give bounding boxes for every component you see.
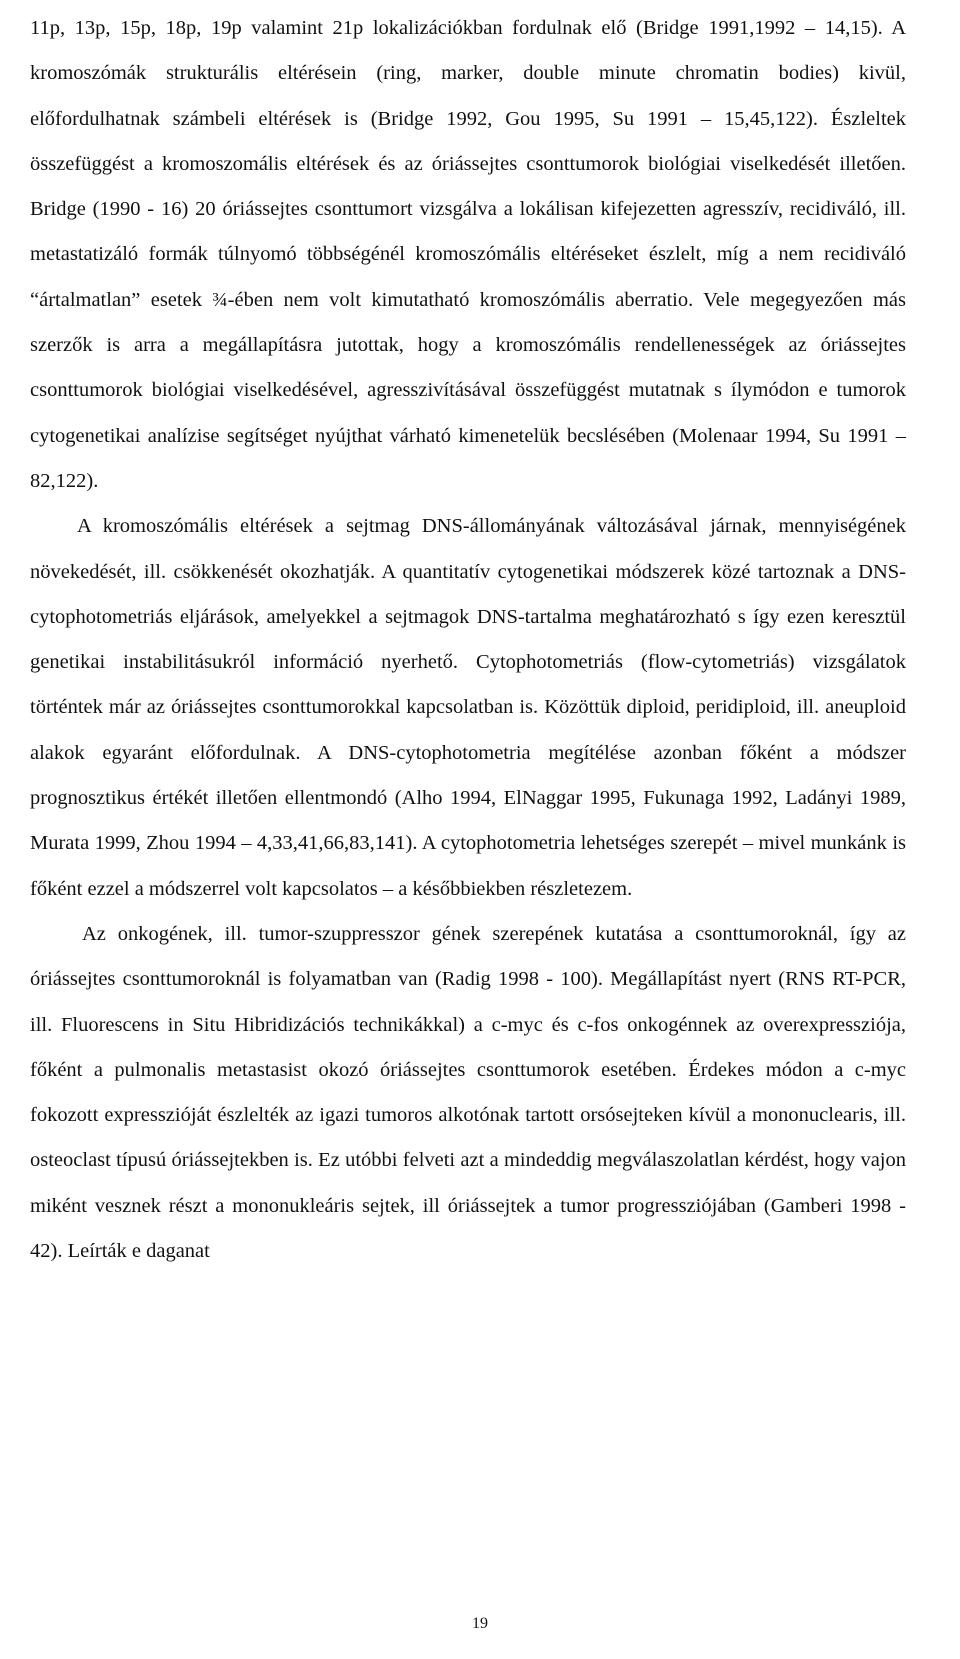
paragraph-oncogenes: Az onkogének, ill. tumor-szuppresszor gének szerepének kutatása a csonttumoroknál, így az óriássejtes csonttumoroknál is folyamatban van (Radig 1998 - 100). Megállapítást nyert (RNS RT-PCR, ill. Fluorescens in Situ Hibridizációs technikákkal) a c-myc és c-fos onkogénnek az overexpressziója, főként a pulmonalis metastasist okozó óriássejtes csonttumorok esetében. Érdekes módon a c-myc fokozott expresszióját észlelték az igazi tumoros alkotónak tartott orsósejteken kívül a mononuclearis, ill. osteoclast típusú óriássejtekben is. Ez utóbbi felveti azt a mindeddig megválaszolatlan kérdést, hogy vajon miként vesznek részt a mononukleáris sejtek, ill óriássejtek a tumor progressziójában (Gamberi 1998 - 42). Leírták e daganat xyxy=(30,922,906,1263)
paragraph-dna-cytophotometry: A kromoszómális eltérések a sejtmag DNS-állományának változásával járnak, mennyiségének növekedését, ill. csökkenését okozhatják. A quantitatív cytogenetikai módszerek közé tartoznak a DNS-cytophotometriás eljárások, amelyekkel a sejtmagok DNS-tartalma meghatározható s így ezen keresztül genetikai instabilitásukról információ nyerhető. Cytophotometriás (flow-cytometriás) vizsgálatok történtek már az óriássejtes csonttumorokkal kapcsolatban is. Közöttük diploid, peridiploid, ill. aneuploid alakok egyaránt előfordulnak. A DNS-cytophotometria megítélése azonban főként a módszer prognosztikus értékét illetően ellentmondó (Alho 1994, ElNaggar 1995, Fukunaga 1992, Ladányi 1989, Murata 1999, Zhou 1994 – 4,33,41,66,83,141). A cytophotometria lehetséges szerepét – mivel munkánk is főként ezzel a módszerrel volt kapcsolatos – a későbbiekben részletezem. xyxy=(30,515,906,900)
paragraph-chromosome-aberrations: 11p, 13p, 15p, 18p, 19p valamint 21p lokalizációkban fordulnak elő (Bridge 1991,1992 – 14,15). A kromoszómák strukturális eltérésein (ring, marker, double minute chromatin bodies) kivül, előfordulhatnak számbeli eltérések is (Bridge 1992, Gou 1995, Su 1991 – 15,45,122). Észleltek összefüggést a kromoszomális eltérések és az óriássejtes csonttumorok biológiai viselkedését illetően. Bridge (1990 - 16) 20 óriássejtes csonttumort vizsgálva a lokálisan kifejezetten agresszív, recidiváló, ill. metastatizáló formák túlnyomó többségénél kromoszómális eltéréseket észlelt, míg a nem recidiváló “ártalmatlan” esetek ¾-ében nem volt kimutatható kromoszómális aberratio. Vele megegyezően más szerzők is arra a megállapításra jutottak, hogy a kromoszómális rendellenességek az óriássejtes csonttumorok biológiai viselkedésével, agresszivításával összefüggést mutatnak s ílymódon e tumorok cytogenetikai analízise segítséget nyújthat várható kimenetelük becslésében (Molenaar 1994, Su 1991 – 82,122). xyxy=(30,17,906,492)
body-text xyxy=(30,6,906,1274)
page-number: 19 xyxy=(472,1615,488,1632)
